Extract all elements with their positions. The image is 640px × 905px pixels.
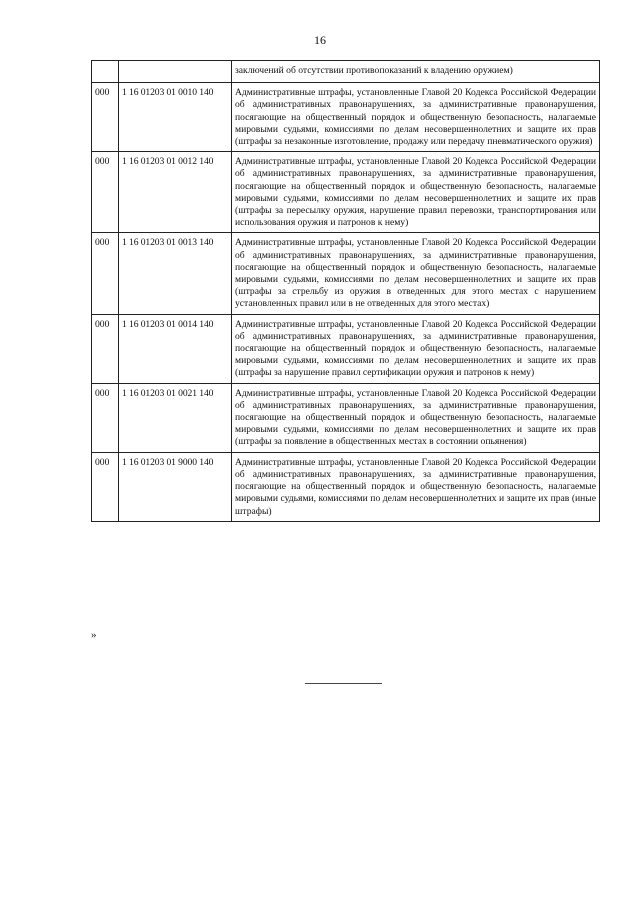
kbk-cell: 1 16 01203 01 0010 140 [119,83,232,152]
description-cell: Административные штрафы, установленные Главой 20 Кодекса Российской Федерации об административных правонарушениях, за административные правонарушения, посягающие на общественный порядок и общественную безопасность, налагаемые мировыми судьями, комиссиями по делам несовершеннолетних и защите их прав (штрафы за незаконные изготовление, продажу или передачу пневматического оружия) [232,83,600,152]
table-row [92,152,600,233]
admin-code-cell: 000 [92,83,119,152]
description-cell: Административные штрафы, установленные Главой 20 Кодекса Российской Федерации об административных правонарушениях, за административные правонарушения, посягающие на общественный порядок и общественную безопасность, налагаемые мировыми судьями, комиссиями по делам несовершеннолетних и защите их прав (штрафы за нарушение правил сертификации оружия и патронов к нему) [232,314,600,383]
kbk-cell: 1 16 01203 01 0021 140 [119,383,232,452]
table-row [92,83,600,152]
admin-code-cell: 000 [92,314,119,383]
admin-code-cell [92,61,119,83]
admin-code-cell: 000 [92,383,119,452]
admin-code-cell: 000 [92,233,119,314]
table-row-continuation [92,61,600,83]
description-cell: Административные штрафы, установленные Главой 20 Кодекса Российской Федерации об административных правонарушениях, за административные правонарушения, посягающие на общественный порядок и общественную безопасность, налагаемые мировыми судьями, комиссиями по делам несовершеннолетних и защите их прав (штрафы за пересылку оружия, нарушение правил перевозки, транспортирования или использования оружия и патронов к нему) [232,152,600,233]
kbk-cell [119,61,232,83]
kbk-cell: 1 16 01203 01 0014 140 [119,314,232,383]
table-row [92,314,600,383]
fees-table [91,60,600,522]
admin-code-cell: 000 [92,452,119,521]
table-row [92,383,600,452]
page-number: 16 [314,33,326,47]
description-cell: Административные штрафы, установленные Главой 20 Кодекса Российской Федерации об административных правонарушениях, за административные правонарушения, посягающие на общественный порядок и общественную безопасность, налагаемые мировыми судьями, комиссиями по делам несовершеннолетних и защите их прав (штрафы за стрельбу из оружия в отведенных для этого местах с нарушением установленных правил или в не отведенных для этого местах) [232,233,600,314]
table-row [92,233,600,314]
description-cell: заключений об отсутствии противопоказаний к владению оружием) [232,61,600,83]
closing-quote: » [91,629,97,641]
kbk-cell: 1 16 01203 01 0013 140 [119,233,232,314]
divider-line [305,683,382,684]
description-cell: Административные штрафы, установленные Главой 20 Кодекса Российской Федерации об административных правонарушениях, за административные правонарушения, посягающие на общественный порядок и общественную безопасность, налагаемые мировыми судьями, комиссиями по делам несовершеннолетних и защите их прав (штрафы за появление в общественных местах в состоянии опьянения) [232,383,600,452]
table-row [92,452,600,521]
kbk-cell: 1 16 01203 01 0012 140 [119,152,232,233]
admin-code-cell: 000 [92,152,119,233]
kbk-cell: 1 16 01203 01 9000 140 [119,452,232,521]
description-cell: Административные штрафы, установленные Главой 20 Кодекса Российской Федерации об административных правонарушениях, за административные правонарушения, посягающие на общественный порядок и общественную безопасность, налагаемые мировыми судьями, комиссиями по делам несовершеннолетних и защите их прав (иные штрафы) [232,452,600,521]
